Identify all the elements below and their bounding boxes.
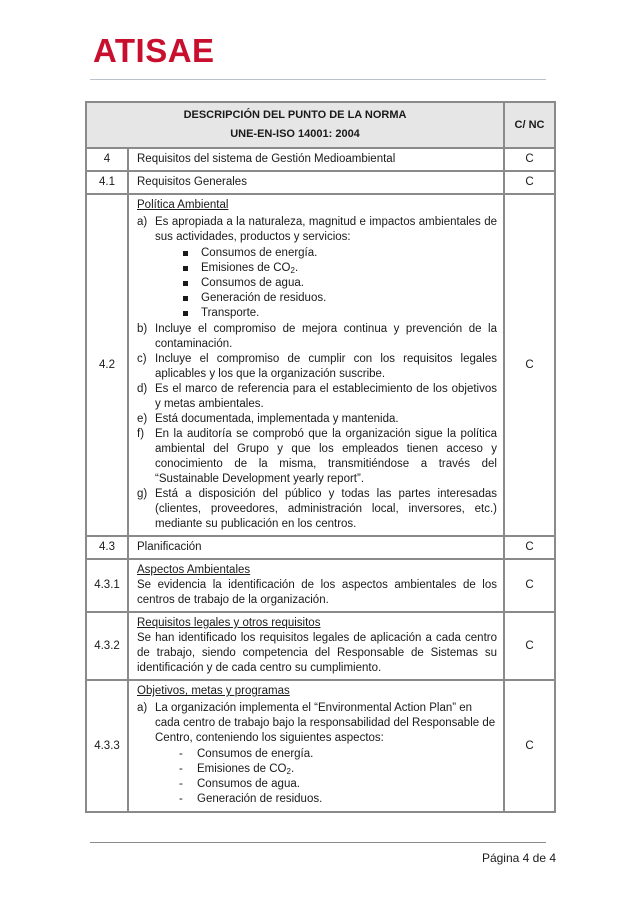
table-row bbox=[86, 194, 555, 536]
item-marker: b) bbox=[137, 323, 148, 335]
header-desc-line2: UNE-EN-ISO 14001: 2004 bbox=[230, 128, 360, 140]
table-row bbox=[86, 148, 555, 171]
section-title: Política Ambiental bbox=[137, 199, 229, 211]
dash-item bbox=[179, 762, 497, 777]
table-row bbox=[86, 171, 555, 194]
atisae-logo: ATISAE bbox=[93, 32, 215, 69]
header-description bbox=[86, 102, 504, 148]
row-description: Requisitos Generales bbox=[128, 171, 504, 194]
row-cnc: C bbox=[504, 194, 555, 536]
table-row bbox=[86, 536, 555, 559]
list-item bbox=[137, 215, 497, 321]
aspect-dashes bbox=[155, 747, 497, 807]
item-text: En la auditoría se comprobó que la organización sigue la política ambiental del Grupo y que los empleados tienen acceso y conocimiento de la misma, transmitiéndose a través del “Sustainable Development yearly report”. bbox=[155, 428, 497, 485]
bullet-item: Consumos de agua. bbox=[183, 276, 497, 291]
list-item bbox=[137, 487, 497, 532]
list-item bbox=[137, 382, 497, 412]
bullet-item bbox=[183, 261, 497, 276]
dash-item: - Generación de residuos. bbox=[179, 792, 497, 807]
header-cnc: C/ NC bbox=[504, 102, 555, 148]
item-text: Es el marco de referencia para el establecimiento de los objetivos y metas ambientales. bbox=[155, 383, 497, 410]
row-cnc: C bbox=[504, 680, 555, 812]
bullet-item: Consumos de energía. bbox=[183, 246, 497, 261]
item-text: Está a disposición del público y todas las partes interesadas (clientes, proveedores, administración local, inversores, etc.) mediante su publicación en los centros. bbox=[155, 488, 497, 530]
section-title: Requisitos legales y otros requisitos bbox=[137, 617, 321, 629]
co2-subscript: 2 bbox=[286, 767, 291, 776]
item-marker: c) bbox=[137, 353, 147, 365]
list-item bbox=[137, 427, 497, 487]
list-item bbox=[137, 701, 497, 807]
row-description bbox=[128, 559, 504, 612]
item-marker: e) bbox=[137, 413, 148, 425]
row-description bbox=[128, 194, 504, 536]
dash-tail: . bbox=[290, 763, 295, 775]
item-text: Incluye el compromiso de cumplir con los requisitos legales aplicables y los que la organización suscribe. bbox=[155, 353, 497, 380]
section-text: Se evidencia la identificación de los aspectos ambientales de los centros de trabajo de la organización. bbox=[137, 579, 497, 606]
table-header-row bbox=[86, 102, 555, 148]
list-item bbox=[137, 322, 497, 352]
list-item bbox=[137, 352, 497, 382]
item-text: Es apropiada a la naturaleza, magnitud e impactos ambientales de sus actividades, productos y servicios: bbox=[155, 216, 497, 243]
row-description bbox=[128, 680, 504, 812]
bullet-tail: . bbox=[294, 262, 299, 274]
row-cnc: C bbox=[504, 171, 555, 194]
aspect-bullets bbox=[155, 246, 497, 321]
row-cnc: C bbox=[504, 559, 555, 612]
item-text: La organización implementa el “Environmental Action Plan” en cada centro de trabajo bajo la responsabilidad del Responsable de Centro, conteniendo los siguientes aspectos: bbox=[155, 702, 496, 744]
row-description: Planificación bbox=[128, 536, 504, 559]
section-title: Objetivos, metas y programas bbox=[137, 685, 290, 697]
table-row bbox=[86, 559, 555, 612]
row-description: Requisitos del sistema de Gestión Medioambiental bbox=[128, 148, 504, 171]
row-number: 4 bbox=[86, 148, 128, 171]
section-text: Se han identificado los requisitos legales de aplicación a cada centro de trabajo, siendo competencia del Responsable de Sistemas su identificación y de cada centro su cumplimiento. bbox=[137, 632, 497, 674]
row-description bbox=[128, 612, 504, 680]
row-cnc: C bbox=[504, 148, 555, 171]
norm-table bbox=[85, 101, 556, 813]
dash-text: Emisiones de CO bbox=[197, 763, 287, 775]
item-marker: f) bbox=[137, 428, 145, 440]
row-number: 4.3 bbox=[86, 536, 128, 559]
bullet-item: Generación de residuos. bbox=[183, 291, 497, 306]
item-marker: a) bbox=[137, 702, 148, 714]
header-divider bbox=[90, 79, 546, 80]
table-row bbox=[86, 680, 555, 812]
row-number: 4.1 bbox=[86, 171, 128, 194]
item-text: Incluye el compromiso de mejora continua y prevención de la contaminación. bbox=[155, 323, 497, 350]
criteria-list bbox=[137, 215, 497, 532]
item-text: Está documentada, implementada y mantenida. bbox=[155, 413, 399, 425]
item-marker: g) bbox=[137, 488, 148, 500]
footer-divider bbox=[90, 842, 546, 843]
row-cnc: C bbox=[504, 536, 555, 559]
bullet-item: Transporte. bbox=[183, 306, 497, 321]
row-cnc: C bbox=[504, 612, 555, 680]
item-marker: a) bbox=[137, 216, 148, 228]
criteria-list bbox=[137, 701, 497, 807]
page-number: Página 4 de 4 bbox=[481, 851, 556, 865]
row-number: 4.3.1 bbox=[86, 559, 128, 612]
header-desc-line1: DESCRIPCIÓN DEL PUNTO DE LA NORMA bbox=[183, 109, 407, 121]
bullet-text: Emisiones de CO bbox=[201, 262, 291, 274]
dash-item: - Consumos de energía. bbox=[179, 747, 497, 762]
row-number: 4.2 bbox=[86, 194, 128, 536]
co2-subscript: 2 bbox=[290, 266, 295, 275]
item-marker: d) bbox=[137, 383, 148, 395]
section-title: Aspectos Ambientales bbox=[137, 564, 251, 576]
table-row bbox=[86, 612, 555, 680]
list-item bbox=[137, 412, 497, 427]
dash-item: - Consumos de agua. bbox=[179, 777, 497, 792]
row-number: 4.3.2 bbox=[86, 612, 128, 680]
row-number: 4.3.3 bbox=[86, 680, 128, 812]
